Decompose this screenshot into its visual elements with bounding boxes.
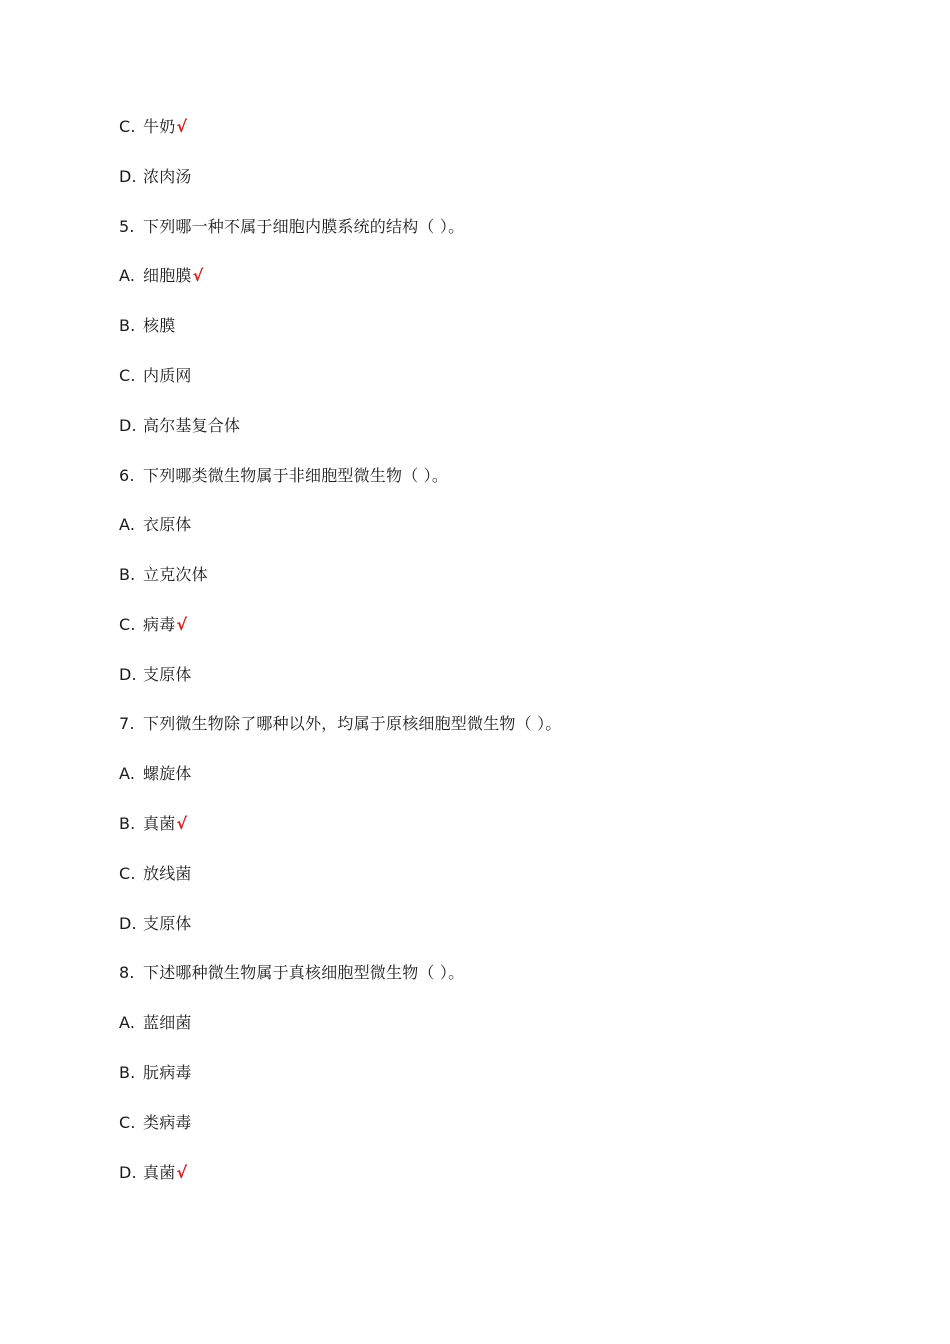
option-text: 核膜 [143,316,176,335]
correct-check-icon: √ [176,615,188,634]
option-text: 支原体 [143,665,192,684]
option-text: 病毒 [143,615,176,634]
option-d-q7 [119,913,193,935]
option-a-q7 [119,763,193,785]
option-d-q6 [119,664,193,686]
option-d-q4 [119,166,193,188]
option-text: 类病毒 [143,1113,192,1132]
option-text: 真菌 [143,1163,176,1182]
option-text: 高尔基复合体 [143,416,241,435]
option-label: B. [119,814,136,833]
question-text: 下列微生物除了哪种以外，均属于原核细胞型微生物（ ）。 [143,714,562,733]
option-text: 螺旋体 [143,764,192,783]
option-c-q4 [119,116,187,138]
option-d-q8 [119,1162,187,1184]
option-b-q8 [119,1062,193,1084]
option-label: D. [119,914,137,933]
question-number: 6. [119,466,135,485]
correct-check-icon: √ [176,814,188,833]
option-b-q5 [119,315,176,337]
option-c-q5 [119,365,193,387]
option-label: A. [119,764,136,783]
option-a-q8 [119,1012,193,1034]
correct-check-icon: √ [176,117,188,136]
correct-check-icon: √ [192,266,204,285]
option-b-q7 [119,813,187,835]
correct-check-icon: √ [176,1163,188,1182]
question-number: 7. [119,714,135,733]
option-text: 衣原体 [143,515,192,534]
question-number: 5. [119,217,135,236]
option-text: 浓肉汤 [143,167,192,186]
option-label: D. [119,416,137,435]
question-7 [119,713,563,735]
option-label: C. [119,366,136,385]
option-label: B. [119,316,136,335]
option-label: C. [119,1113,136,1132]
option-text: 细胞膜 [143,266,192,285]
option-label: D. [119,167,137,186]
option-label: D. [119,1163,137,1182]
option-a-q6 [119,514,193,536]
question-number: 8. [119,963,135,982]
option-d-q5 [119,415,241,437]
option-label: B. [119,565,136,584]
option-text: 真菌 [143,814,176,833]
option-text: 支原体 [143,914,192,933]
option-label: B. [119,1063,136,1082]
option-label: A. [119,1013,136,1032]
question-8 [119,962,465,984]
option-text: 立克次体 [143,565,208,584]
option-label: C. [119,864,136,883]
option-text: 放线菌 [143,864,192,883]
option-c-q7 [119,863,193,885]
option-text: 内质网 [143,366,192,385]
question-text: 下述哪种微生物属于真核细胞型微生物（ ）。 [143,963,465,982]
option-label: C. [119,615,136,634]
question-6 [119,465,449,487]
option-a-q5 [119,265,203,287]
option-c-q8 [119,1112,193,1134]
option-b-q6 [119,564,209,586]
option-text: 牛奶 [143,117,176,136]
option-label: D. [119,665,137,684]
question-text: 下列哪一种不属于细胞内膜系统的结构（ ）。 [143,217,465,236]
option-label: A. [119,515,136,534]
option-label: A. [119,266,136,285]
option-c-q6 [119,614,187,636]
option-text: 朊病毒 [143,1063,192,1082]
question-text: 下列哪类微生物属于非细胞型微生物（ ）。 [143,466,449,485]
option-text: 蓝细菌 [143,1013,192,1032]
option-label: C. [119,117,136,136]
question-5 [119,216,465,238]
